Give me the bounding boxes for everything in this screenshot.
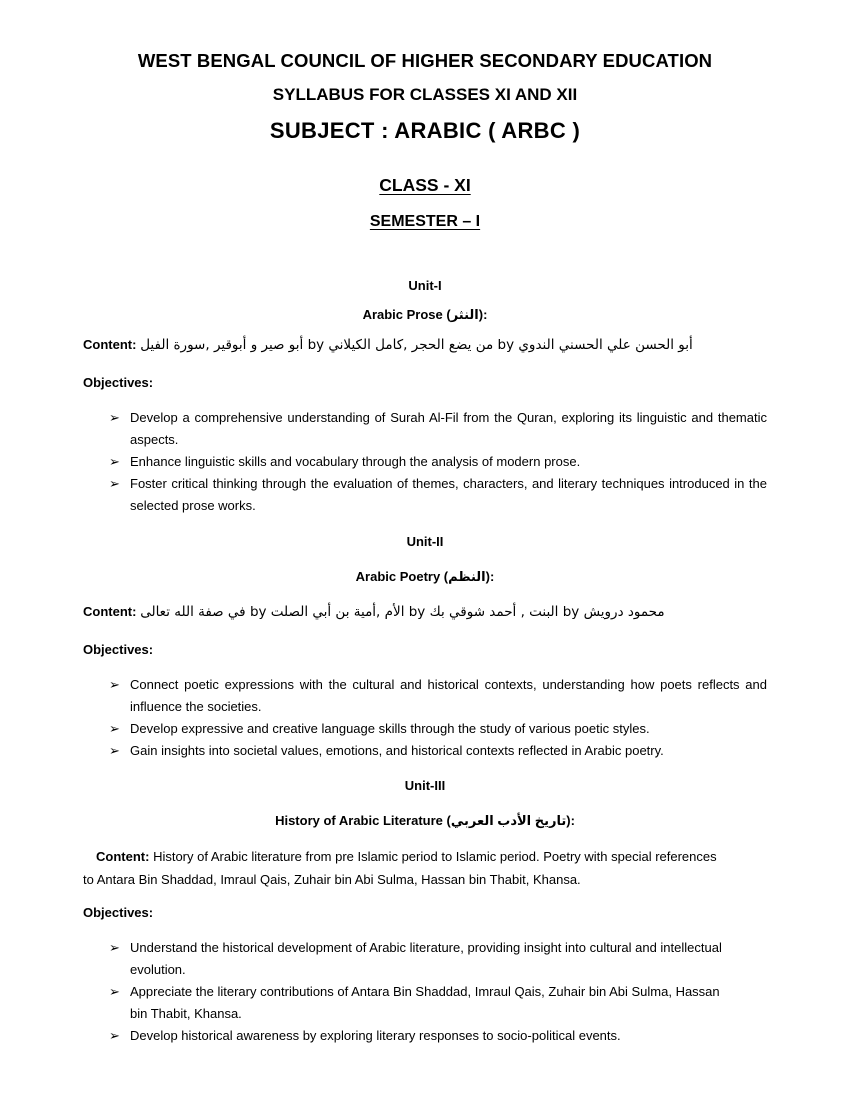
bullet-arrow-icon: ➢ — [109, 410, 120, 425]
unit-1-subtitle: Arabic Prose (النثر): — [362, 307, 488, 322]
list-item: Gain insights into societal values, emotions, and historical contexts reflected in Arabic poetry. — [130, 743, 664, 758]
unit-3-content-text: History of Arabic literature from pre Islamic period to Islamic period. Poetry with special references to Antara Bin Shaddad, Imraul Qais, Zuhair bin Abi Sulma, Hassan bin Thabit, Khansa. — [83, 849, 717, 887]
content-label: Content: — [83, 604, 137, 619]
bullet-arrow-icon: ➢ — [109, 940, 120, 955]
bullet-arrow-icon: ➢ — [109, 984, 120, 999]
unit-2-subtitle: Arabic Poetry (النظم): — [355, 569, 495, 584]
list-item: Develop historical awareness by exploring literary responses to socio-political events. — [130, 1028, 621, 1043]
list-item: Foster critical thinking through the evaluation of themes, characters, and literary techniques introduced in the selected prose works. — [130, 476, 767, 513]
bullet-arrow-icon: ➢ — [109, 1028, 120, 1043]
unit-2-objectives-label: Objectives: — [83, 642, 154, 657]
list-item: Enhance linguistic skills and vocabulary through the analysis of modern prose. — [130, 454, 581, 469]
list-item: Develop a comprehensive understanding of Surah Al-Fil from the Quran, exploring its linguistic and thematic aspects. — [130, 410, 767, 447]
unit-1-content-text: أبو الحسن علي الحسني الندوي by من يضع الحجر ,كامل الكيلاني by أبو صير و أبوقير ,سورة الفيل — [140, 337, 693, 353]
list-item: Appreciate the literary contributions of Antara Bin Shaddad, Imraul Qais, Zuhair bin Abi Sulma, Hassan bin Thabit, Khansa. — [130, 984, 720, 1021]
content-label: Content: — [96, 849, 150, 864]
bullet-arrow-icon: ➢ — [109, 677, 120, 692]
unit-1-title: Unit-I — [408, 278, 442, 293]
list-item: Understand the historical development of Arabic literature, providing insight into cultural and intellectual evolution. — [130, 940, 722, 977]
unit-2-title: Unit-II — [406, 534, 444, 549]
class-heading: CLASS - XI — [379, 175, 471, 195]
unit-1-objectives-label: Objectives: — [83, 375, 154, 390]
unit-2-content-text: محمود درويش by البنت , أحمد شوقي بك by الأم ,أمية بن أبي الصلت by في صفة الله تعالى — [140, 604, 665, 620]
unit-3-content — [83, 845, 723, 891]
list-item: Connect poetic expressions with the cultural and historical contexts, understanding how poets reflects and influence the societies. — [130, 677, 767, 714]
subject-heading: SUBJECT : ARABIC ( ARBC ) — [269, 118, 581, 143]
content-label: Content: — [83, 337, 137, 352]
syllabus-heading: SYLLABUS FOR CLASSES XI AND XII — [272, 85, 578, 104]
bullet-arrow-icon: ➢ — [109, 476, 120, 491]
unit-1-content — [83, 337, 693, 353]
unit-3-title: Unit-III — [404, 778, 446, 793]
unit-3-objectives-label: Objectives: — [83, 905, 154, 920]
unit-2-content — [83, 604, 665, 620]
unit-3-subtitle: History of Arabic Literature (تاريخ الأدب العربي): — [275, 813, 575, 828]
council-heading: WEST BENGAL COUNCIL OF HIGHER SECONDARY EDUCATION — [137, 50, 713, 71]
semester-heading: SEMESTER – I — [369, 213, 481, 230]
list-item: Develop expressive and creative language skills through the study of various poetic styles. — [130, 721, 650, 736]
bullet-arrow-icon: ➢ — [109, 454, 120, 469]
bullet-arrow-icon: ➢ — [109, 743, 120, 758]
bullet-arrow-icon: ➢ — [109, 721, 120, 736]
